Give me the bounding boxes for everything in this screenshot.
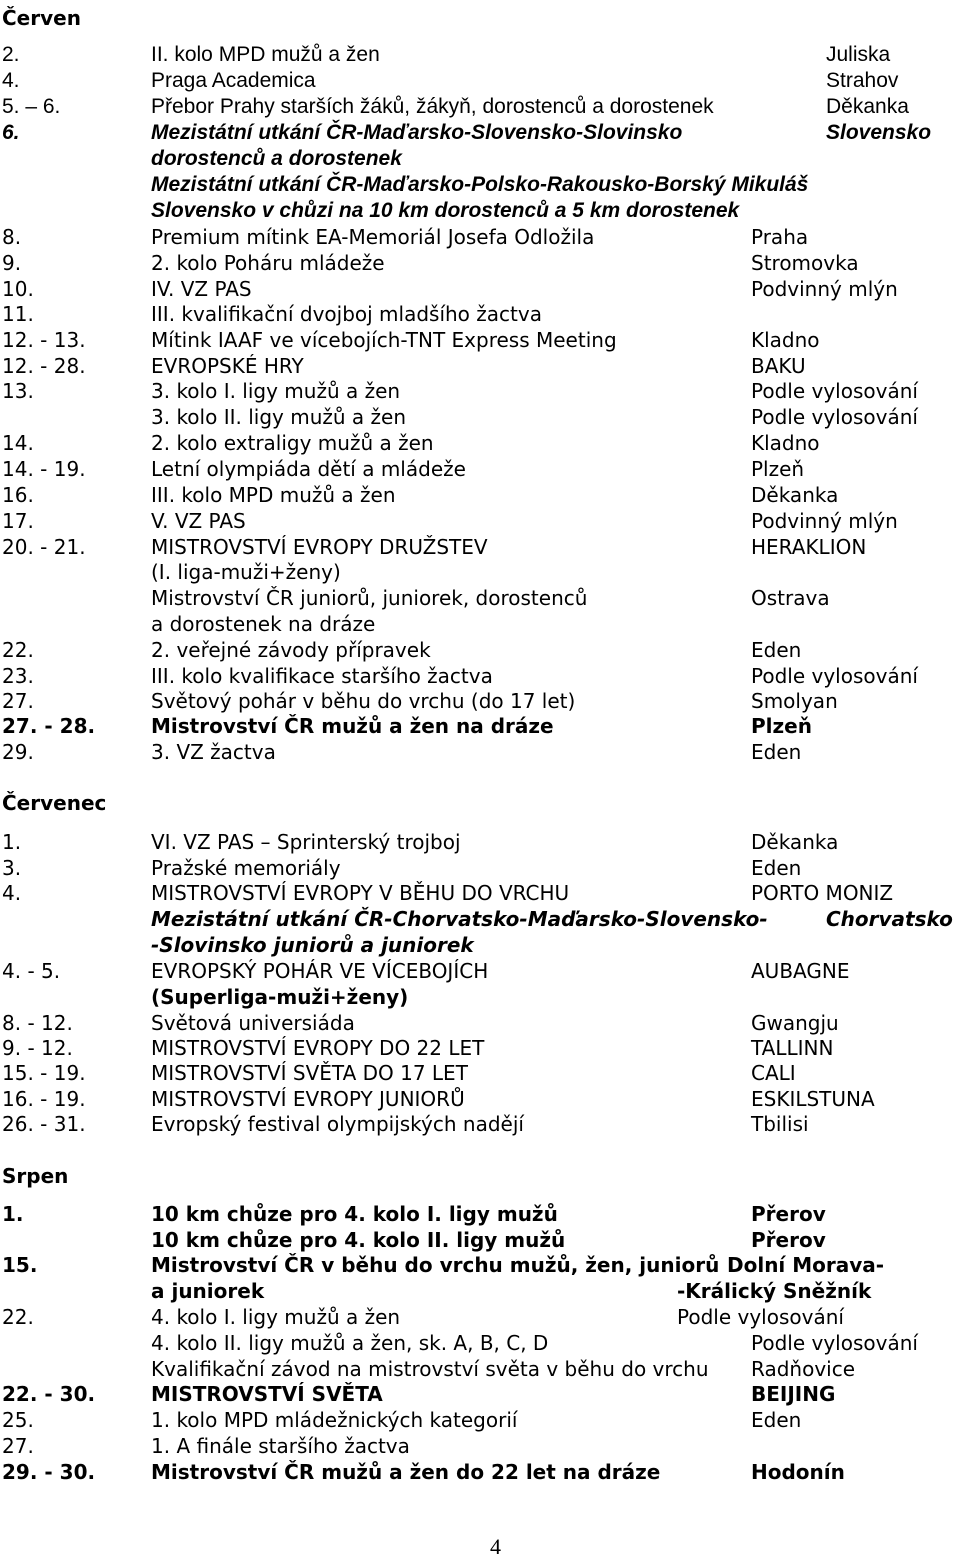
event-date: 15.: [2, 1253, 38, 1277]
event-name: Kvalifikační závod na mistrovství světa v běhu do vrchu: [151, 1357, 709, 1381]
event-name: MISTROVSTVÍ SVĚTA: [151, 1382, 383, 1406]
event-name: a juniorek: [151, 1279, 265, 1303]
schedule-row: [0, 1459, 960, 1485]
schedule-row: [0, 1010, 960, 1036]
event-date: 11.: [2, 302, 34, 326]
event-name: Mistrovství ČR mužů a žen do 22 let na dráze: [151, 1460, 661, 1484]
event-name: Mistrovství ČR juniorů, juniorek, dorostenců: [151, 586, 588, 610]
event-name: 10 km chůze pro 4. kolo II. ligy mužů: [151, 1228, 566, 1252]
event-place: PORTO MONIZ: [751, 881, 894, 905]
event-place: Eden: [751, 1408, 802, 1432]
event-date: 29.: [2, 740, 34, 764]
event-place: Gwangju: [751, 1011, 839, 1035]
event-place: Plzeň: [751, 714, 812, 738]
event-place: Strahov: [826, 69, 899, 92]
event-name: MISTROVSTVÍ EVROPY DO 22 LET: [151, 1036, 485, 1060]
schedule-row: [0, 276, 960, 302]
event-name: Slovensko v chůzi na 10 km dorostenců a 5 km dorostenek: [151, 199, 740, 222]
schedule-row: [0, 1086, 960, 1112]
event-date: 22. - 30.: [2, 1382, 96, 1406]
event-date: 4.: [2, 69, 20, 92]
event-place: Podvinný mlýn: [751, 509, 898, 533]
schedule-row: [0, 456, 960, 482]
event-place: AUBAGNE: [751, 959, 850, 983]
event-name: II. kolo MPD mužů a žen: [151, 43, 380, 66]
schedule-row: [0, 534, 960, 560]
event-name: dorostenců a dorostenek: [151, 147, 402, 170]
schedule-row: [0, 739, 960, 765]
event-date: 3.: [2, 856, 22, 880]
event-date: 12. - 13.: [2, 328, 86, 352]
event-date: 27. - 28.: [2, 714, 96, 738]
event-place: Chorvatsko: [826, 907, 953, 931]
event-place: Eden: [751, 856, 802, 880]
event-place: TALLINN: [751, 1036, 834, 1060]
event-place: Podle vylosování: [677, 1305, 844, 1329]
event-name: 4. kolo II. ligy mužů a žen, sk. A, B, C, D: [151, 1331, 549, 1355]
schedule-row: [0, 611, 960, 637]
event-name: Letní olympiáda dětí a mládeže: [151, 457, 466, 481]
schedule-row: [0, 1407, 960, 1433]
event-name: 10 km chůze pro 4. kolo I. ligy mužů: [151, 1202, 558, 1226]
event-name: 1. A finále staršího žactva: [151, 1434, 410, 1458]
event-name: Přebor Prahy starších žáků, žákyň, dorostenců a dorostenek: [151, 95, 714, 118]
event-date: 23.: [2, 664, 34, 688]
schedule-row: [0, 172, 960, 198]
event-name: EVROPSKÝ POHÁR VE VÍCEBOJÍCH: [151, 959, 489, 983]
event-name: Mezistátní utkání ČR-Maďarsko-Polsko-Rakousko-Borský Mikuláš: [151, 173, 809, 196]
schedule-row: [0, 932, 960, 958]
event-place: Ostrava: [751, 586, 830, 610]
event-date: 4. - 5.: [2, 959, 61, 983]
event-name: Pražské memoriály: [151, 856, 341, 880]
schedule-row: [0, 378, 960, 404]
event-place: Smolyan: [751, 689, 838, 713]
event-place: BAKU: [751, 354, 806, 378]
section-heading-cerven: Červen: [2, 6, 81, 30]
event-place: Přerov: [751, 1202, 826, 1226]
event-name: 3. kolo II. ligy mužů a žen: [151, 405, 406, 429]
schedule-row: [0, 1330, 960, 1356]
schedule-row: [0, 829, 960, 855]
schedule-row: [0, 120, 960, 146]
page-number: 4: [490, 1534, 501, 1559]
schedule-row: [0, 880, 960, 906]
event-name: Mítink IAAF ve vícebojích-TNT Express Meeting: [151, 328, 617, 352]
event-date: 8. - 12.: [2, 1011, 73, 1035]
event-date: 2.: [2, 43, 20, 66]
schedule-row: [0, 1433, 960, 1459]
event-name: Mezistátní utkání ČR-Maďarsko-Slovensko-Slovinsko: [151, 121, 683, 144]
event-date: 22.: [2, 1305, 34, 1329]
schedule-row: [0, 94, 960, 120]
schedule-row: [0, 688, 960, 714]
event-name: MISTROVSTVÍ EVROPY JUNIORŮ: [151, 1087, 465, 1111]
event-place: Přerov: [751, 1228, 826, 1252]
event-name: Mistrovství ČR mužů a žen na dráze: [151, 714, 554, 738]
schedule-row: [0, 250, 960, 276]
event-place: Hodonín: [751, 1460, 845, 1484]
event-place: Praha: [751, 225, 809, 249]
event-date: 15. - 19.: [2, 1061, 86, 1085]
event-name: V. VZ PAS: [151, 509, 246, 533]
event-name: EVROPSKÉ HRY: [151, 354, 304, 378]
event-place: Eden: [751, 638, 802, 662]
event-name: III. kolo kvalifikace staršího žactva: [151, 664, 493, 688]
event-place: CALI: [751, 1061, 796, 1085]
schedule-row: [0, 984, 960, 1010]
event-name: (Superliga-muži+ženy): [151, 985, 409, 1009]
event-date: 14. - 19.: [2, 457, 86, 481]
event-date: 27.: [2, 1434, 34, 1458]
schedule-row: [0, 713, 960, 739]
event-name: a dorostenek na dráze: [151, 612, 376, 636]
event-name: III. kolo MPD mužů a žen: [151, 483, 396, 507]
event-name: III. kvalifikační dvojboj mladšího žactva: [151, 302, 542, 326]
schedule-row: [0, 958, 960, 984]
event-name: 3. kolo I. ligy mužů a žen: [151, 379, 401, 403]
event-date: 16. - 19.: [2, 1087, 86, 1111]
event-name: 3. VZ žactva: [151, 740, 276, 764]
schedule-row: [0, 301, 960, 327]
schedule-row: [0, 559, 960, 585]
schedule-row: [0, 42, 960, 68]
event-date: 29. - 30.: [2, 1460, 96, 1484]
event-place: Podvinný mlýn: [751, 277, 898, 301]
event-date: 20. - 21.: [2, 535, 86, 559]
schedule-row: [0, 68, 960, 94]
event-name: MISTROVSTVÍ EVROPY V BĚHU DO VRCHU: [151, 881, 570, 905]
event-date: 14.: [2, 431, 34, 455]
event-date: 22.: [2, 638, 34, 662]
event-name: VI. VZ PAS – Sprinterský trojboj: [151, 830, 461, 854]
event-name: 1. kolo MPD mládežnických kategorií: [151, 1408, 518, 1432]
event-place: Děkanka: [826, 95, 909, 118]
event-name: Světová universiáda: [151, 1011, 355, 1035]
event-place: HERAKLION: [751, 535, 867, 559]
schedule-row: [0, 1035, 960, 1061]
section-heading-srpen: Srpen: [2, 1164, 69, 1188]
schedule-row: [0, 585, 960, 611]
event-place: Podle vylosování: [751, 405, 918, 429]
schedule-row: [0, 1111, 960, 1137]
event-name: IV. VZ PAS: [151, 277, 252, 301]
event-place: Podle vylosování: [751, 664, 918, 688]
event-name: Evropský festival olympijských nadějí: [151, 1112, 524, 1136]
event-name: 2. kolo extraligy mužů a žen: [151, 431, 434, 455]
schedule-row: [0, 146, 960, 172]
event-place: Slovensko: [826, 121, 932, 144]
event-name: 4. kolo I. ligy mužů a žen: [151, 1305, 401, 1329]
event-name: MISTROVSTVÍ SVĚTA DO 17 LET: [151, 1061, 468, 1085]
event-place: Podle vylosování: [751, 1331, 918, 1355]
event-date: 16.: [2, 483, 34, 507]
event-date: 6.: [2, 121, 20, 144]
event-place: BEIJING: [751, 1382, 836, 1406]
event-date: 17.: [2, 509, 34, 533]
schedule-row: [0, 1304, 960, 1330]
schedule-row: [0, 663, 960, 689]
event-place: Tbilisi: [751, 1112, 809, 1136]
event-name: -Slovinsko juniorů a juniorek: [151, 933, 474, 957]
event-name: Mistrovství ČR v běhu do vrchu mužů, žen, juniorů: [151, 1253, 720, 1277]
event-place: Stromovka: [751, 251, 859, 275]
event-date: 4.: [2, 881, 22, 905]
event-name: (I. liga-muži+ženy): [151, 560, 341, 584]
schedule-row: [0, 430, 960, 456]
event-place: Kladno: [751, 431, 820, 455]
schedule-row: [0, 637, 960, 663]
event-date: 9.: [2, 251, 22, 275]
schedule-row: [0, 1060, 960, 1086]
schedule-row: [0, 327, 960, 353]
event-name: Premium mítink EA-Memoriál Josefa Odložila: [151, 225, 595, 249]
event-date: 1.: [2, 1202, 24, 1226]
event-name: Světový pohár v běhu do vrchu (do 17 let): [151, 689, 576, 713]
event-place: Eden: [751, 740, 802, 764]
event-place: Kladno: [751, 328, 820, 352]
schedule-row: [0, 508, 960, 534]
event-name: MISTROVSTVÍ EVROPY DRUŽSTEV: [151, 535, 488, 559]
event-place: Podle vylosování: [751, 379, 918, 403]
event-place: ESKILSTUNA: [751, 1087, 875, 1111]
schedule-row: [0, 906, 960, 932]
event-name: 2. veřejné závody přípravek: [151, 638, 431, 662]
event-date: 13.: [2, 379, 34, 403]
event-name: Praga Academica: [151, 69, 316, 92]
event-date: 25.: [2, 1408, 34, 1432]
schedule-row: [0, 404, 960, 430]
event-name: Mezistátní utkání ČR-Chorvatsko-Maďarsko-Slovensko-: [151, 907, 768, 931]
event-date: 1.: [2, 830, 22, 854]
schedule-row: [0, 224, 960, 250]
event-date: 10.: [2, 277, 34, 301]
event-place: Děkanka: [751, 483, 839, 507]
schedule-row: [0, 1201, 960, 1227]
event-date: 8.: [2, 225, 22, 249]
schedule-row: [0, 1356, 960, 1382]
event-place: Plzeň: [751, 457, 805, 481]
schedule-row: [0, 1381, 960, 1407]
event-date: 12. - 28.: [2, 354, 86, 378]
event-date: 9. - 12.: [2, 1036, 73, 1060]
event-place: Dolní Morava-: [727, 1253, 885, 1277]
event-place: Radňovice: [751, 1357, 856, 1381]
schedule-row: [0, 1252, 960, 1278]
schedule-row: [0, 1278, 960, 1304]
event-date: 26. - 31.: [2, 1112, 86, 1136]
schedule-row: [0, 1227, 960, 1253]
schedule-row: [0, 855, 960, 881]
event-place: Juliska: [826, 43, 891, 66]
event-place: Děkanka: [751, 830, 839, 854]
schedule-row: [0, 353, 960, 379]
section-heading-cervenec: Červenec: [2, 791, 107, 815]
schedule-row: [0, 198, 960, 224]
event-name: 2. kolo Poháru mládeže: [151, 251, 385, 275]
event-place: -Králický Sněžník: [677, 1279, 872, 1303]
event-date: 27.: [2, 689, 34, 713]
schedule-row: [0, 482, 960, 508]
event-date: 5. – 6.: [2, 95, 61, 118]
